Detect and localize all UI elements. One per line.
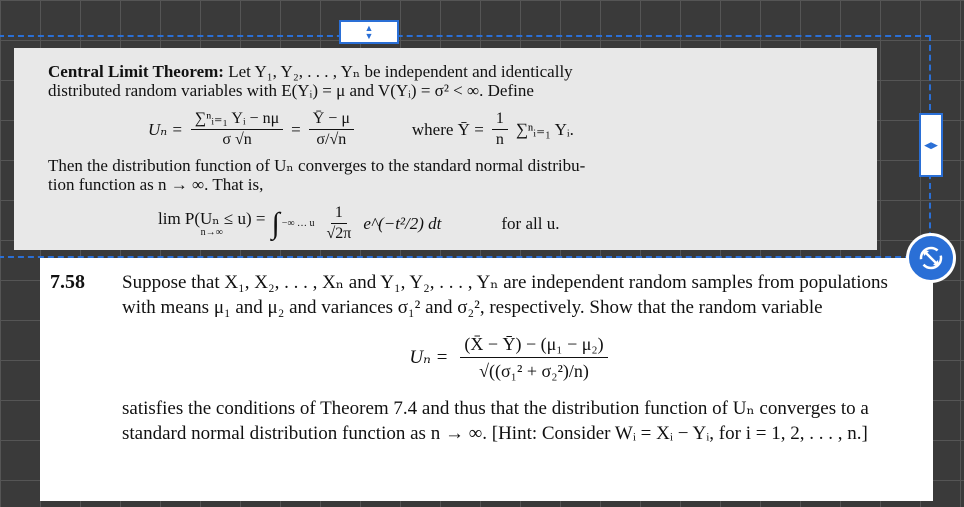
eq2-lim xyxy=(158,209,266,238)
eq1-frac2-num: Ȳ − μ xyxy=(309,109,354,130)
eq2-note: for all u. xyxy=(501,213,560,233)
problem-number: 7.58 xyxy=(50,271,85,293)
eq1-frac2 xyxy=(309,109,354,150)
eq1-lhs: Uₙ = xyxy=(148,119,183,139)
integral-sign: ∫ xyxy=(271,206,280,240)
eq1-frac3-den: n xyxy=(495,130,504,148)
rotate-handle[interactable] xyxy=(906,233,956,283)
eq2-frac xyxy=(323,203,356,244)
problem-paragraph-1: Suppose that X₁, X₂, . . . , Xₙ and Y₁, Y₂, . . . , Yₙ are independent random samples from populations with means μ₁ and μ₂ and variances σ₁² and σ₂², respectively. Show that the random variable xyxy=(122,272,888,318)
eq1-frac1-num: ∑ⁿᵢ₌₁ Yᵢ − nμ xyxy=(191,109,283,130)
eq2-frac-den: √2π xyxy=(326,224,352,242)
eq1-frac3 xyxy=(492,109,508,150)
right-resize-handle[interactable] xyxy=(919,113,943,177)
eq1-sum: ∑ⁿᵢ₌₁ Yᵢ. xyxy=(515,119,574,139)
theorem-box[interactable] xyxy=(14,48,877,250)
eq1-frac3-num: 1 xyxy=(492,109,508,130)
theorem-line4: tion function as n → ∞. That is, xyxy=(48,175,264,194)
theorem-title: Central Limit Theorem: xyxy=(48,62,224,81)
eq2-integrand: e^(−t²/2) dt xyxy=(363,213,442,233)
eq1-where: where Ȳ = xyxy=(411,119,484,139)
eq2-lim-sub: n→∞ xyxy=(200,226,223,238)
top-resize-handle[interactable] xyxy=(339,20,399,44)
horizontal-resize-icon: ◀▶ xyxy=(924,139,938,150)
theorem-equation-limit xyxy=(158,200,859,246)
rotate-icon xyxy=(916,243,946,273)
problem-eq-den: √((σ₁² + σ₂²)/n) xyxy=(479,360,589,381)
problem-paragraph-2: satisfies the conditions of Theorem 7.4 and thus that the distribution function of Uₙ converges to a standard normal distribution function as n → ∞. [Hint: Consider Wᵢ = Xᵢ − Yᵢ, for i = 1, 2, . . . , n.] xyxy=(122,398,869,444)
problem-box xyxy=(40,258,933,501)
eq1-frac2-den: σ/√n xyxy=(316,130,347,148)
problem-eq-lhs: Uₙ = xyxy=(409,346,449,368)
theorem-line3: Then the distribution function of Uₙ converges to the standard normal distribu- xyxy=(48,156,586,175)
problem-eq-frac xyxy=(460,331,607,384)
theorem-line1: Let Y₁, Y₂, . . . , Yₙ be independent and identically xyxy=(228,62,573,81)
vertical-resize-icon: ▲ ▼ xyxy=(364,23,374,41)
theorem-line2: distributed random variables with E(Yᵢ) = μ and V(Yᵢ) = σ² < ∞. Define xyxy=(48,81,534,100)
problem-eq-num: (X̄ − Ȳ) − (μ₁ − μ₂) xyxy=(460,331,607,358)
theorem-equation-un xyxy=(148,106,859,152)
eq2-lhs: lim P(Uₙ ≤ u) = xyxy=(158,208,266,228)
eq1-frac1 xyxy=(191,109,283,150)
eq2-int-limits: −∞ … u xyxy=(281,217,315,229)
eq1-frac1-den: σ √n xyxy=(222,130,252,148)
problem-equation xyxy=(122,328,903,386)
eq1-equals: = xyxy=(291,119,301,139)
eq2-frac-num: 1 xyxy=(331,203,347,224)
